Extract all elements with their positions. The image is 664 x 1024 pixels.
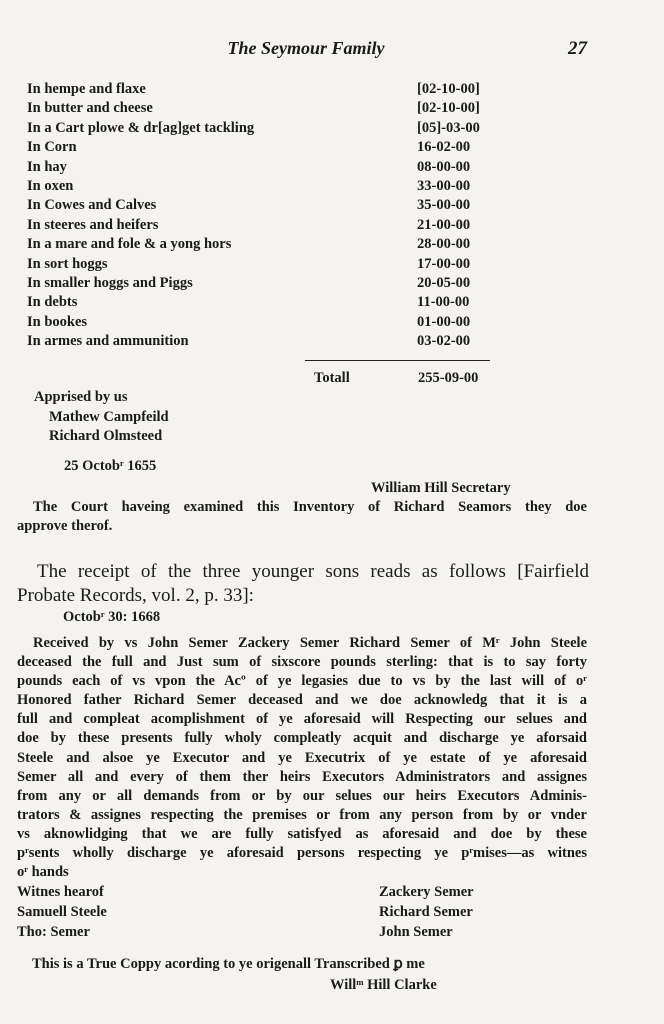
inventory-row: In butter and cheese [02-10-00] bbox=[27, 100, 480, 117]
inventory-row: In smaller hoggs and Piggs 20-05-00 bbox=[27, 274, 471, 291]
inventory-row: In debts 11-00-00 bbox=[27, 294, 470, 311]
inventory-row: In armes and ammunition 03-02-00 bbox=[27, 333, 471, 350]
total-value: 255-09-00 bbox=[418, 370, 479, 386]
total-label: Totall bbox=[314, 370, 350, 386]
certification-line: This is a True Coppy acording to ye origenall Transcribed ꝑ me bbox=[32, 956, 425, 972]
secretary-signature: William Hill Secretary bbox=[371, 480, 511, 496]
witness-heading: Witnes hearof bbox=[17, 884, 104, 900]
inventory-row: In steeres and heifers 21-00-00 bbox=[27, 216, 471, 233]
inventory-list bbox=[27, 80, 497, 351]
inventory-row: In sort hoggs 17-00-00 bbox=[27, 255, 471, 272]
page-title: The Seymour Family bbox=[227, 38, 385, 58]
inventory-row: In bookes 01-00-00 bbox=[27, 313, 471, 330]
signer-name: John Semer bbox=[379, 924, 453, 940]
inventory-row: In hempe and flaxe [02-10-00] bbox=[27, 81, 480, 97]
witness-name: Samuell Steele bbox=[17, 904, 107, 920]
total-rule bbox=[305, 360, 490, 361]
inventory-row: In a Cart plowe & dr[ag]get tackling [05]-03-00 bbox=[27, 119, 480, 136]
receipt-body: Received by vs John Semer Zackery Semer Richard Semer of Mʳ John Steele deceased the full and Just sum of sixscore pounds sterling: that is to say forty pounds each of vs vpon the Acº of ye legasies due to vs by the last will of oʳ Honored father Richard Semer deceased and we doe acknowledg that it is a full and compleat acomplishment of ye aforesaid will Respecting our selues and doe by these presents fully wholy compleatly acquit and discharge ye aforsaid Steele and alsoe ye Executor and ye Executrix of ye estate of ye aforesaid Semer all and every of them ther heirs Executors Administrators and assignes from any or all demands from or by our selues our heirs Executors Adminis- trators & assignes respecting the premises or from any person from by or vnder vs aknowlidging that we are fully satisfyed as aforesaid and doe by these pʳsents wholly discharge ye aforesaid persons respecting ye pʳmises—as witnes oʳ hands bbox=[17, 635, 587, 881]
court-note: The Court haveing examined this Inventory of Richard Seamors they doe approve therof. bbox=[17, 499, 587, 535]
page-number: 27 bbox=[568, 38, 587, 59]
inventory-row: In oxen 33-00-00 bbox=[27, 177, 471, 194]
inventory-row: In a mare and fole & a yong hors 28-00-00 bbox=[27, 236, 471, 253]
appraisal-date: 25 Octobʳ 1655 bbox=[64, 458, 157, 474]
receipt-date: Octobʳ 30: 1668 bbox=[63, 609, 161, 625]
inventory-row: In hay 08-00-00 bbox=[27, 158, 471, 175]
clerk-signature: Willᵐ Hill Clarke bbox=[330, 977, 437, 993]
receipt-intro: The receipt of the three younger sons reads as follows [Fairfield Probate Records, vol. 2, p. 33]: bbox=[17, 561, 589, 606]
inventory-row: In Cowes and Calves 35-00-00 bbox=[27, 197, 471, 214]
witness-name: Tho: Semer bbox=[17, 924, 90, 940]
appraiser-name: Mathew Campfeild bbox=[49, 409, 169, 425]
signer-name: Zackery Semer bbox=[379, 884, 474, 900]
signer-name: Richard Semer bbox=[379, 904, 473, 920]
appraiser-name: Richard Olmsteed bbox=[49, 428, 163, 444]
appraisal-heading: Apprised by us bbox=[34, 389, 128, 405]
inventory-row: In Corn 16-02-00 bbox=[27, 139, 471, 156]
